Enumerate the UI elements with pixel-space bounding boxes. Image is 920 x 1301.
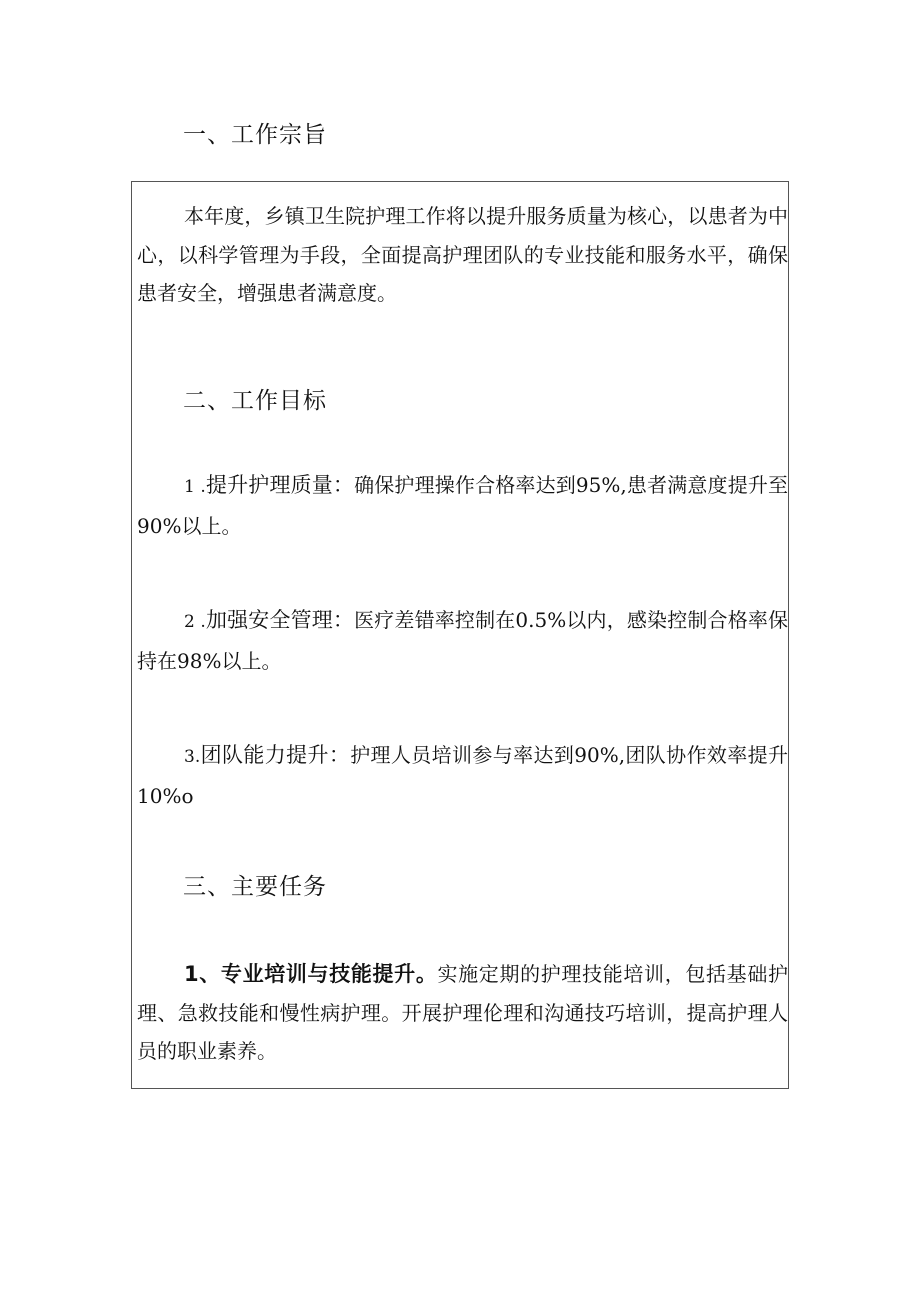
section-heading-goals: 二、工作目标 bbox=[183, 388, 327, 414]
goal-number: 2 . bbox=[184, 612, 206, 632]
task-lead: 1、专业培训与技能提升。 bbox=[184, 962, 438, 986]
section-heading-tasks: 三、主要任务 bbox=[183, 874, 327, 900]
purpose-paragraph: 本年度，乡镇卫生院护理工作将以提升服务质量为核心，以患者为中心，以科学管理为手段，全面提高护理团队的专业技能和服务水平，确保患者安全，增强患者满意度。 bbox=[137, 204, 788, 305]
goal-lead: 团队能力提升： bbox=[200, 743, 351, 767]
goal-item-1 bbox=[137, 466, 788, 545]
goal-lead: 提升护理质量： bbox=[205, 473, 355, 497]
goal-number: 3. bbox=[184, 747, 201, 767]
goal-text: 确保护理操作合格率达到95%,患者满意度提升至90%以上。 bbox=[137, 473, 789, 538]
goal-item-3 bbox=[137, 736, 788, 815]
goal-item-2 bbox=[137, 601, 788, 680]
section-heading-purpose: 一、工作宗旨 bbox=[183, 122, 327, 148]
task-item-1 bbox=[137, 955, 788, 1071]
goal-number: 1 . bbox=[184, 477, 206, 497]
goal-text: 护理人员培训参与率达到90%,团队协作效率提升10%o bbox=[137, 743, 789, 808]
goal-text: 医疗差错率控制在0.5%以内，感染控制合格率保持在98%以上。 bbox=[137, 608, 789, 673]
task-text: 实施定期的护理技能培训，包括基础护理、急救技能和慢性病护理。开展护理伦理和沟通技巧培训，提高护理人员的职业素养。 bbox=[137, 962, 788, 1063]
goal-lead: 加强安全管理： bbox=[205, 608, 355, 632]
